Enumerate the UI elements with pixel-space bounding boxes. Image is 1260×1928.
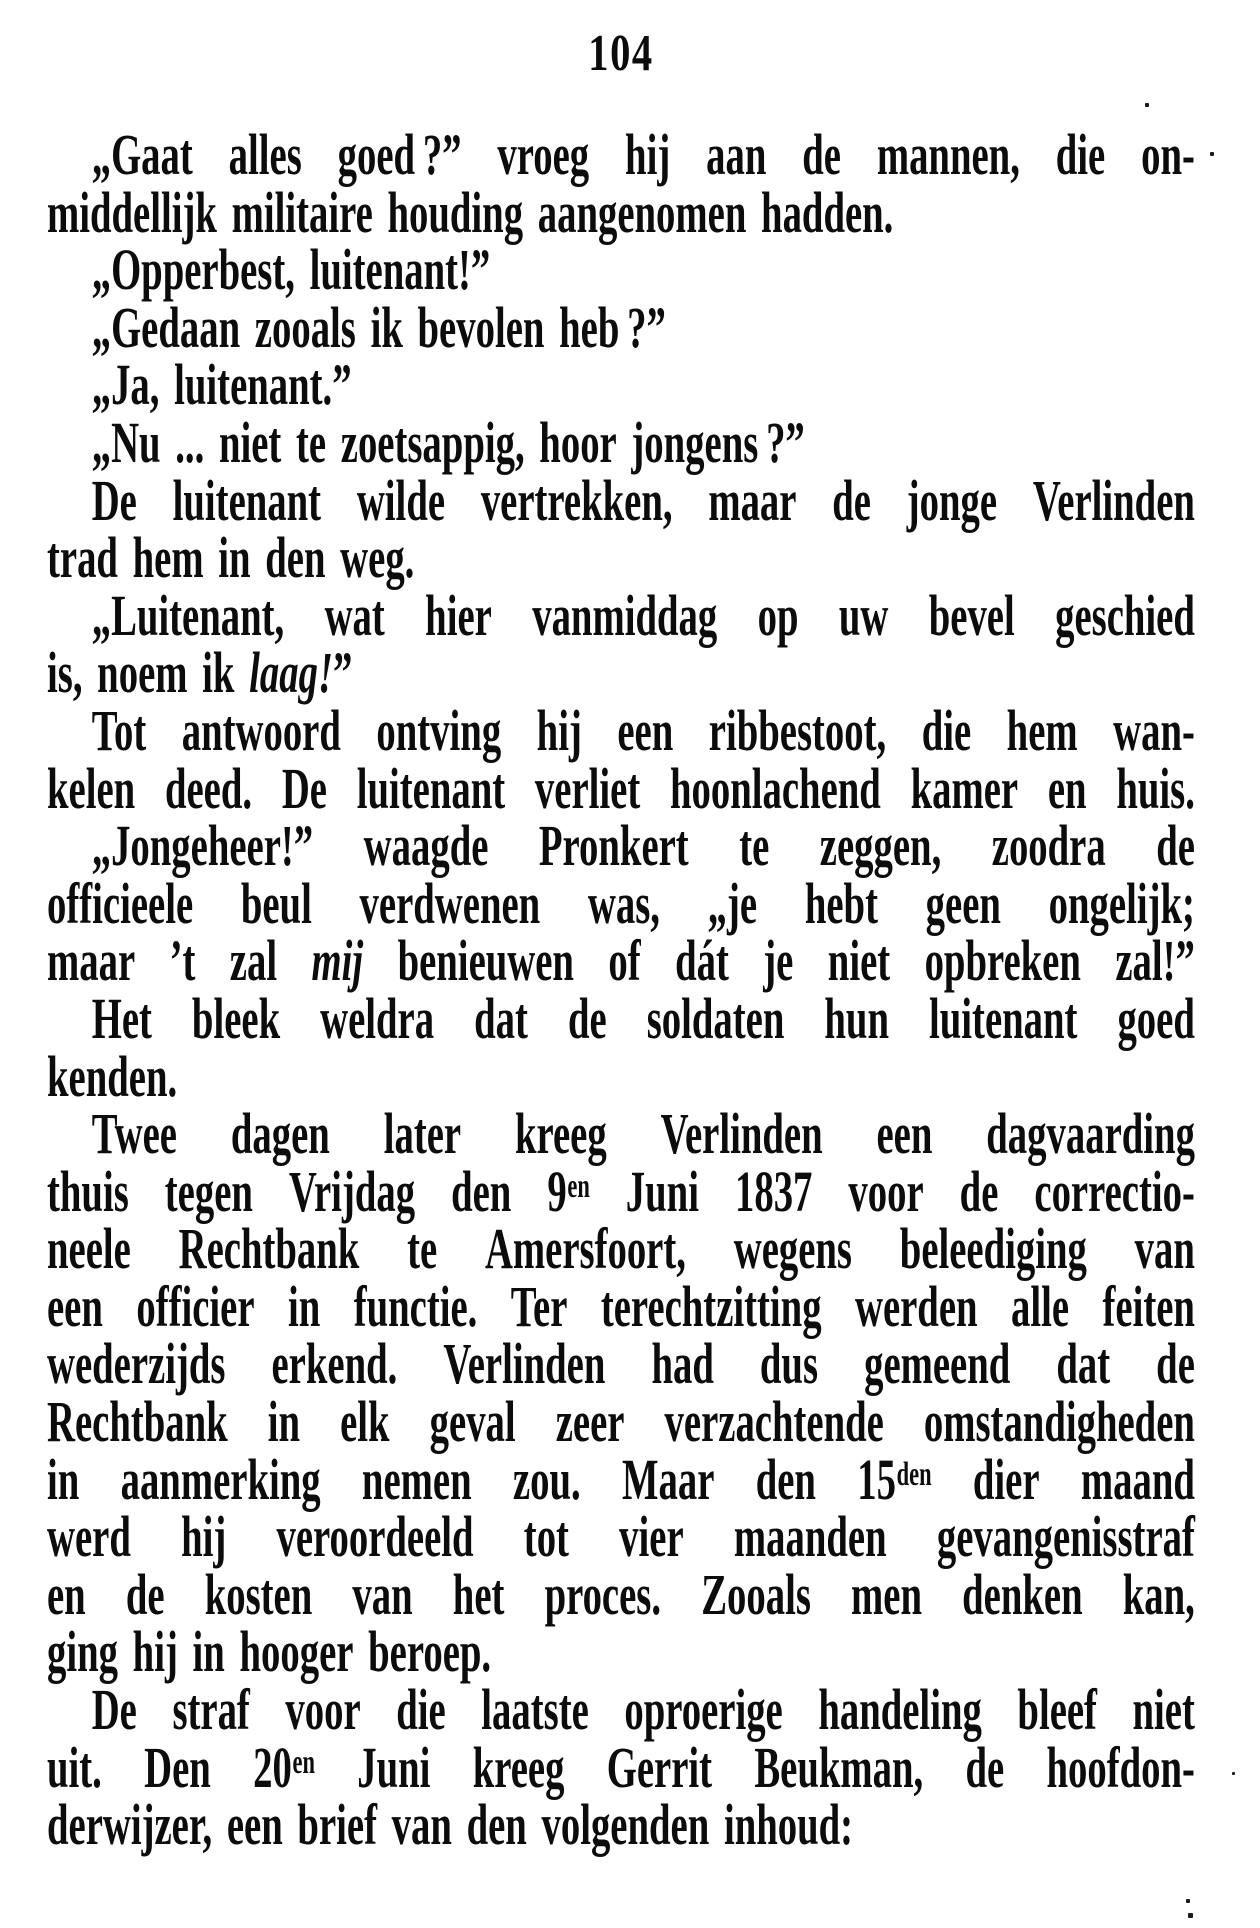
page-header [47,25,1195,82]
text-line: „Opperbest, luitenant!” [91,237,491,303]
text-line: Tot antwoord ontving hij een ribbestoot, die hem wan- [91,697,1195,763]
page-number: 104 [588,25,654,82]
text-line: „Jongeheer!” waagde Pronkert te zeggen, zoodra de [91,813,1195,879]
text-line: is, noem ik laag!” [47,640,353,706]
text-line: „Luitenant, wat hier vanmiddag op uw bevel geschied [91,582,1195,648]
text-line: „Gedaan zooals ik bevolen heb ?” [91,294,666,360]
text-line: neele Rechtbank te Amersfoort, wegens beleediging van [47,1216,1195,1282]
text-line: „Nu ... niet te zoetsappig, hoor jongens ?” [91,409,805,475]
scan-speck [1186,1899,1190,1903]
text-line: uit. Den $20^{en}$ Juni kreeg Gerrit Beukman, de hoofdon- [47,1734,1195,1800]
text-line: en de kosten van het proces. Zooals men denken kan, [47,1561,1195,1627]
text-line: werd hij veroordeeld tot vier maanden gevangenisstraf [47,1504,1195,1570]
text-line: kenden. [47,1043,178,1109]
text-line: Rechtbank in elk geval zeer verzachtende omstandigheden [47,1389,1195,1455]
scan-speck [1188,1913,1193,1918]
text-block [47,122,1195,1858]
text-line: wederzijds erkend. Verlinden had dus gemeend dat de [47,1331,1195,1397]
text-line: Twee dagen later kreeg Verlinden een dagvaarding [91,1101,1195,1167]
scan-speck [1145,103,1149,107]
text-line: middellijk militaire houding aangenomen hadden. [47,179,894,245]
text-line: een officier in functie. Ter terechtzitting werden alle feiten [47,1273,1195,1339]
text-line: thuis tegen Vrijdag den $9^{en}$ Juni 1837 voor de correctio- [47,1158,1195,1224]
text-line: trad hem in den weg. [47,525,415,591]
text-line: kelen deed. De luitenant verliet hoonlachend kamer en huis. [47,755,1195,821]
text-line: Het bleek weldra dat de soldaten hun luitenant goed [91,985,1195,1051]
text-line: in aanmerking nemen zou. Maar den $15^{den}$ dier maand [47,1446,1195,1512]
text-line: „Gaat alles goed ?” vroeg hij aan de mannen, die on- [91,122,1195,187]
text-line: maar ’t zal mij benieuwen of dát je niet opbreken zal!” [47,928,1195,994]
text-line: ging hij in hooger beroep. [47,1619,492,1685]
text-line: officieele beul verdwenen was, „je hebt geen ongelijk; [47,870,1195,936]
text-line: De luitenant wilde vertrekken, maar de jonge Verlinden [91,467,1195,533]
scan-speck [1210,152,1214,156]
text-line: De straf voor die laatste oproerige handeling bleef niet [91,1677,1195,1743]
text-line: „Ja, luitenant.” [91,352,352,418]
text-line: derwijzer, een brief van den volgenden inhoud: [47,1792,854,1858]
scan-speck [1232,1772,1235,1775]
